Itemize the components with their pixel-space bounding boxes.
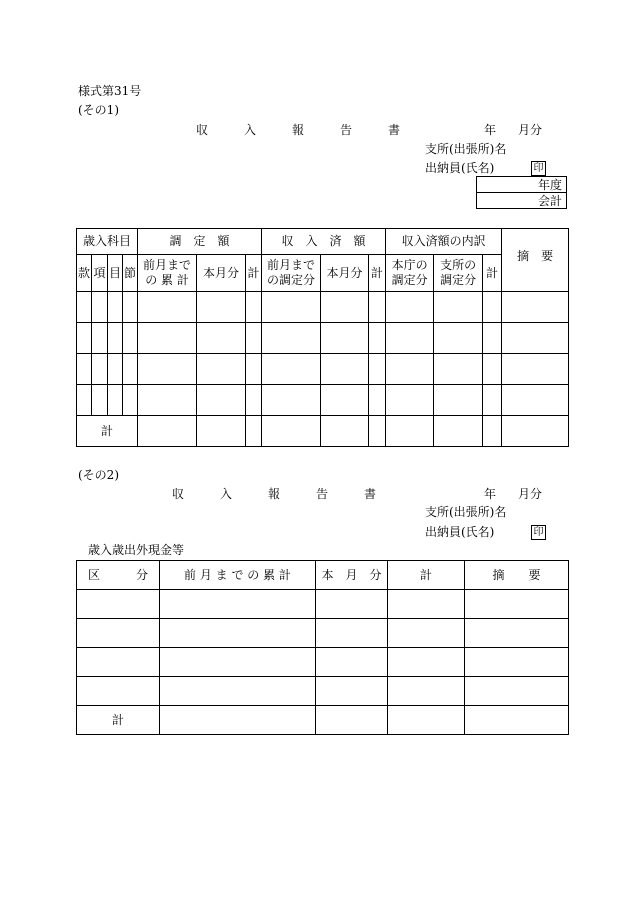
header-moku: 目 [108,255,123,292]
table-row [77,590,569,619]
seal-icon: 印 [531,161,546,176]
table-row [77,648,569,677]
header-branch-line1: 支所の [440,258,477,272]
part2-month-label: 月分 [518,487,543,501]
table-row [77,292,569,323]
header-budget-subject: 歳入科目 [77,229,138,255]
total-row-label: 計 [77,416,138,447]
header-remarks: 摘 要 [465,561,569,590]
part2-title-char: 報 [268,487,281,501]
header-this-month-received: 本月分 [321,255,369,292]
table-row [77,677,569,706]
seal-icon: 印 [531,525,546,540]
header-cum-prev-line2: の 累 計 [145,273,189,287]
part1-title-char: 収 [196,123,209,137]
header-prev-assessed-line2: の調定分 [267,273,316,287]
table-row [77,385,569,416]
header-hq-assessed [386,255,434,292]
header-branch-line2: 調定分 [440,273,477,287]
part2-title-char: 収 [172,487,185,501]
header-cum-prev [138,255,197,292]
part2-label: (その2) [78,468,119,482]
header-hq-line2: 調定分 [391,273,428,287]
account-cell: 会計 [477,193,567,209]
part1-label: (その1) [78,103,119,117]
header-assessed-amount: 調 定 額 [138,229,262,255]
table-row [77,354,569,385]
header-hq-line1: 本庁の [391,258,428,272]
header-this-month: 本 月 分 [316,561,388,590]
part1-title-char: 入 [244,123,257,137]
part2-year-label: 年 [484,487,497,501]
header-total: 計 [246,255,262,292]
part1-table [76,228,569,447]
part2-title-char: 書 [364,487,377,501]
header-breakdown: 収入済額の内訳 [386,229,502,255]
part2-section-label: 歳入歳出外現金等 [88,543,185,557]
header-this-month: 本月分 [197,255,246,292]
fiscal-year-cell: 年度 [477,177,567,193]
part2-table [76,560,569,735]
header-total-breakdown: 計 [483,255,502,292]
header-kan: 款 [77,255,92,292]
part2-title-char: 告 [316,487,329,501]
header-branch-assessed [434,255,483,292]
header-setsu: 節 [123,255,138,292]
header-total-received: 計 [369,255,386,292]
part2-title-char: 入 [220,487,233,501]
total-row [77,416,569,447]
part2-seal [531,524,546,540]
part2-branch-label: 支所(出張所)名 [425,505,507,519]
part2-cashier-label: 出納員(氏名) [425,525,495,539]
table-row [77,619,569,648]
header-cum-prev-line1: 前月まで [143,258,192,272]
total-row [77,706,569,735]
part1-cashier-label: 出納員(氏名) [425,161,495,175]
part1-seal [531,160,546,176]
fiscal-year-account-box [476,176,567,209]
table-row [77,323,569,354]
header-prev-assessed-line1: 前月まで [267,258,316,272]
form-number: 様式第31号 [78,84,142,98]
part1-year-label: 年 [484,123,497,137]
part1-branch-label: 支所(出張所)名 [425,142,507,156]
part1-title-char: 報 [292,123,305,137]
header-remarks: 摘 要 [502,229,569,292]
total-row-label: 計 [77,706,160,735]
part1-title-char: 告 [340,123,353,137]
header-total: 計 [388,561,465,590]
part1-title-char: 書 [388,123,401,137]
header-received-amount: 収 入 済 額 [262,229,386,255]
header-cumulative: 前 月 ま で の 累 計 [160,561,316,590]
header-prev-assessed [262,255,321,292]
header-kou: 項 [92,255,108,292]
header-category: 区 分 [77,561,160,590]
part1-month-label: 月分 [518,123,543,137]
